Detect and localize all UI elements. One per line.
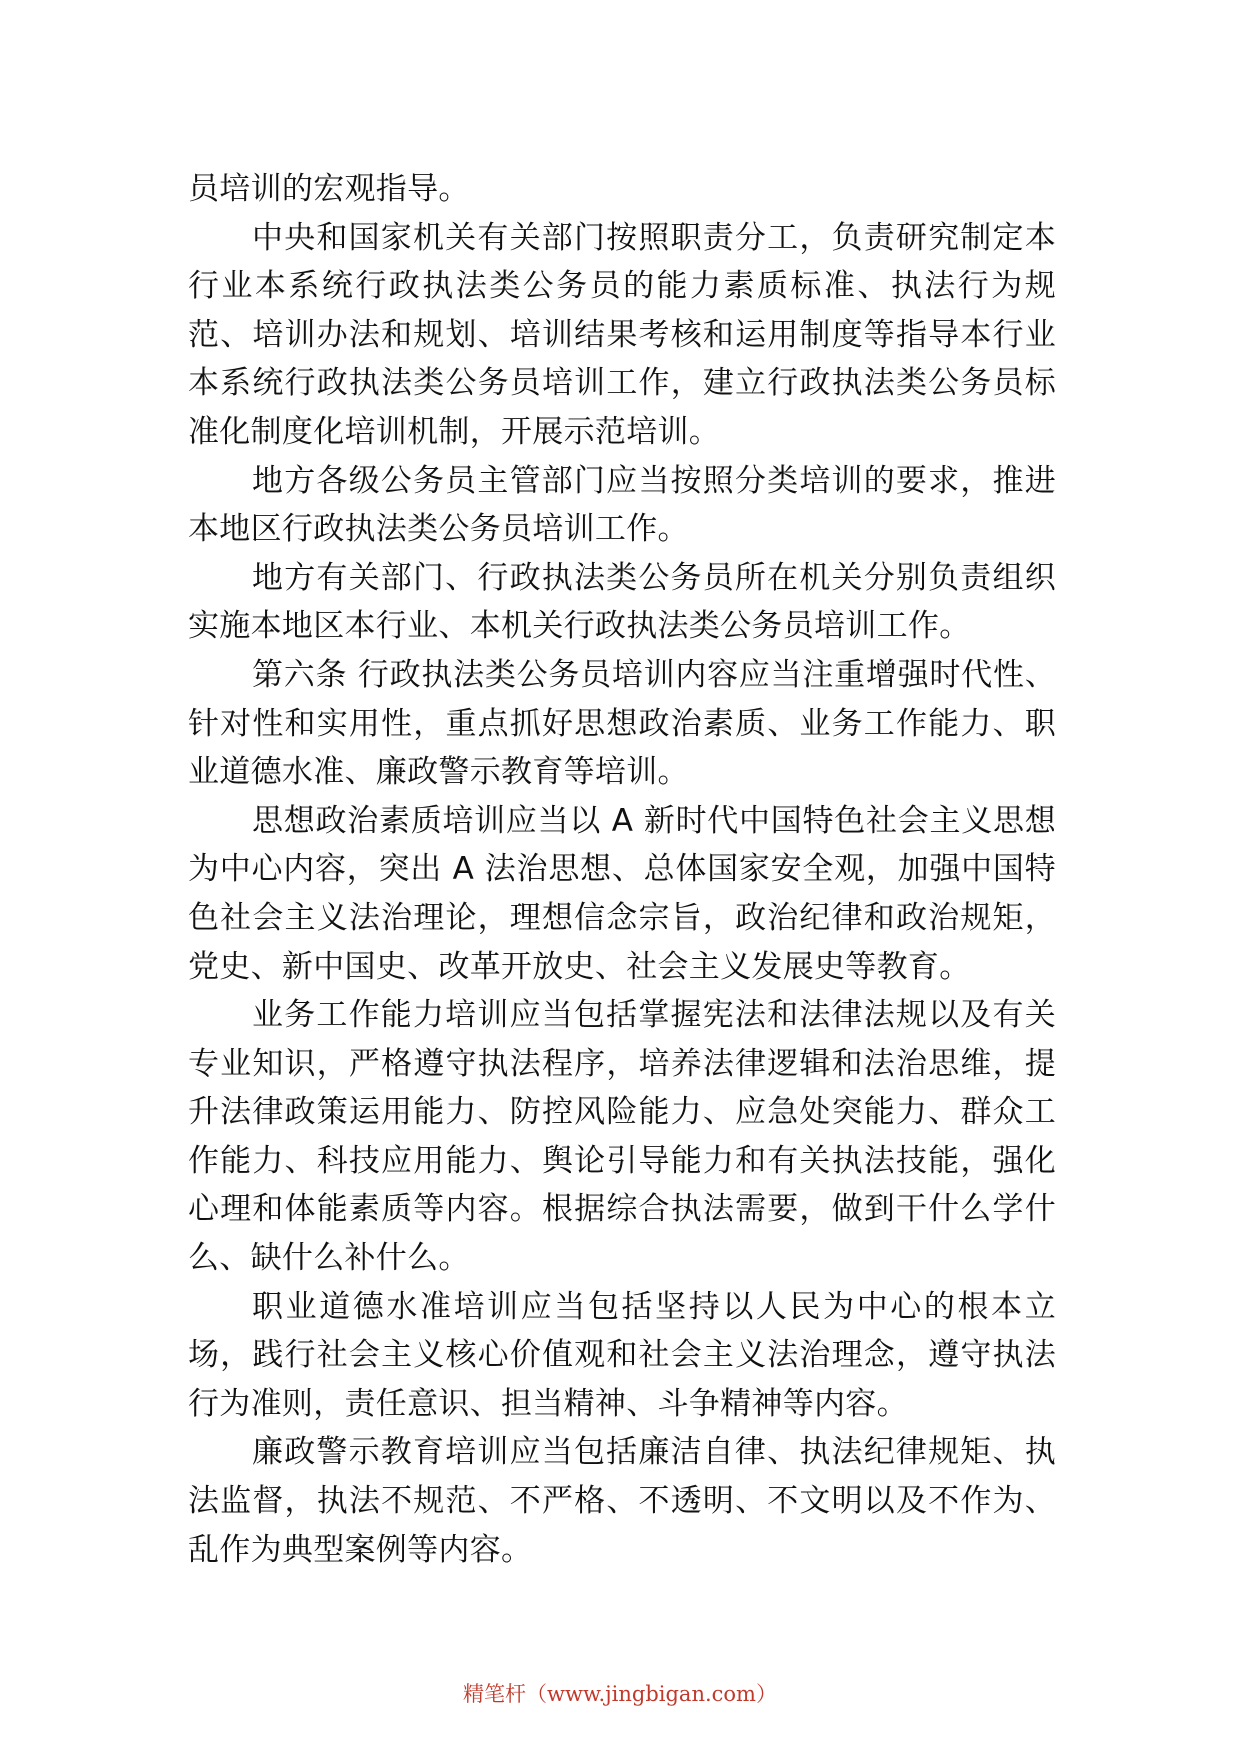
document-body	[188, 165, 1056, 1574]
paragraph: 廉政警示教育培训应当包括廉洁自律、执法纪律规矩、执法监督，执法不规范、不严格、不透明、不文明以及不作为、乱作为典型案例等内容。	[188, 1434, 1056, 1568]
paragraph: 业务工作能力培训应当包括掌握宪法和法律法规以及有关专业知识，严格遵守执法程序，培养法律逻辑和法治思维，提升法律政策运用能力、防控风险能力、应急处突能力、群众工作能力、科技应用能力、舆论引导能力和有关执法技能，强化心理和体能素质等内容。根据综合执法需要，做到干什么学什么、缺什么补什么。	[188, 997, 1056, 1277]
paragraph: 地方有关部门、行政执法类公务员所在机关分别负责组织实施本地区本行业、本机关行政执法类公务员培训工作。	[188, 559, 1056, 645]
paragraph: 思想政治素质培训应当以 A 新时代中国特色社会主义思想为中心内容，突出 A 法治思想、总体国家安全观，加强中国特色社会主义法治理论，理想信念宗旨，政治纪律和政治规矩，党史、新中国史、改革开放史、社会主义发展史等教育。	[188, 802, 1056, 985]
article-6-paragraph: 第六条 行政执法类公务员培训内容应当注重增强时代性、针对性和实用性，重点抓好思想政治素质、业务工作能力、职业道德水准、廉政警示教育等培训。	[188, 656, 1056, 791]
paragraph: 员培训的宏观指导。	[188, 171, 470, 207]
paragraph: 中央和国家机关有关部门按照职责分工，负责研究制定本行业本系统行政执法类公务员的能力素质标准、执法行为规范、培训办法和规划、培训结果考核和运用制度等指导本行业本系统行政执法类公务员培训工作，建立行政执法类公务员标准化制度化培训机制，开展示范培训。	[188, 219, 1056, 450]
paragraph: 地方各级公务员主管部门应当按照分类培训的要求，推进本地区行政执法类公务员培训工作。	[188, 462, 1056, 548]
paragraph: 职业道德水准培训应当包括坚持以人民为中心的根本立场，践行社会主义核心价值观和社会主义法治理念，遵守执法行为准则，责任意识、担当精神、斗争精神等内容。	[188, 1288, 1056, 1422]
watermark-footer: 精笔杆（www.jingbigan.com）	[463, 1682, 777, 1706]
